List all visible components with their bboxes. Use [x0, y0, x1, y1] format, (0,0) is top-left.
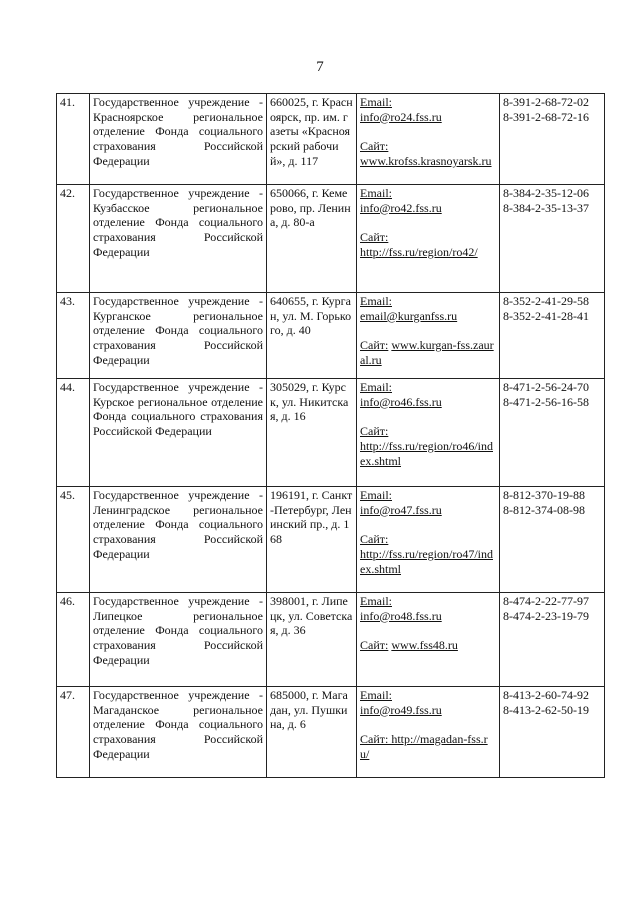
site-label: Сайт:: [360, 638, 389, 653]
postal-address: 398001, г. Липецк, ул. Советская, д. 36: [267, 593, 357, 687]
table-row: [57, 185, 605, 293]
phone-number: 8-391-2-68-72-16: [503, 109, 589, 124]
table-row: [57, 487, 605, 593]
email-link[interactable]: info@ro49.fss.ru: [360, 702, 442, 717]
regional-offices-table: [56, 93, 605, 778]
phone-number: 8-474-2-23-19-79: [503, 608, 589, 623]
contacts-cell: [357, 185, 500, 293]
email-label: Email:: [360, 594, 392, 608]
row-number: 41.: [57, 94, 90, 185]
email-label: Email:: [360, 488, 392, 502]
phones-cell: [500, 593, 605, 687]
site-link[interactable]: http://fss.ru/region/ro47/index.shtml: [360, 546, 493, 576]
table-row: [57, 94, 605, 185]
phone-number: 8-391-2-68-72-02: [503, 95, 589, 109]
contacts-cell: [357, 94, 500, 185]
organization-name: Государственное учреждение - Кузбасское региональное отделение Фонда социального страхования Российской Федерации: [90, 185, 267, 293]
email-link[interactable]: email@kurganfss.ru: [360, 308, 458, 323]
site-link[interactable]: www.fss48.ru: [391, 638, 458, 653]
site-link[interactable]: http://fss.ru/region/ro46/index.shtml: [360, 438, 493, 468]
phones-cell: [500, 379, 605, 487]
organization-name: Государственное учреждение - Ленинградское региональное отделение Фонда социального страхования Российской Федерации: [90, 487, 267, 593]
postal-address: 685000, г. Магадан, ул. Пушкина, д. 6: [267, 687, 357, 778]
table-row: [57, 293, 605, 379]
row-number: 42.: [57, 185, 90, 293]
site-label: Сайт:: [360, 532, 389, 547]
page-number: 7: [316, 59, 324, 75]
phones-cell: [500, 687, 605, 778]
email-label: Email:: [360, 380, 392, 394]
row-number: 47.: [57, 687, 90, 778]
phone-number: 8-413-2-60-74-92: [503, 688, 589, 702]
phone-number: 8-352-2-41-28-41: [503, 308, 589, 323]
phone-number: 8-413-2-62-50-19: [503, 702, 589, 717]
postal-address: 650066, г. Кемерово, пр. Ленина, д. 80-а: [267, 185, 357, 293]
organization-name: Государственное учреждение - Курганское региональное отделение Фонда социального страхования Российской Федерации: [90, 293, 267, 379]
phone-number: 8-812-370-19-88: [503, 488, 585, 502]
email-label: Email:: [360, 294, 392, 308]
site-link[interactable]: Сайт: http://magadan-fss.ru/: [360, 732, 488, 761]
site-label: Сайт:: [360, 338, 389, 353]
row-number: 46.: [57, 593, 90, 687]
phone-number: 8-352-2-41-29-58: [503, 294, 589, 308]
table-row: [57, 593, 605, 687]
phones-cell: [500, 293, 605, 379]
email-link[interactable]: info@ro48.fss.ru: [360, 608, 442, 623]
email-link[interactable]: info@ro42.fss.ru: [360, 200, 442, 215]
organization-name: Государственное учреждение - Красноярское региональное отделение Фонда социального страхования Российской Федерации: [90, 94, 267, 185]
phone-number: 8-384-2-35-12-06: [503, 186, 589, 200]
site-link[interactable]: http://fss.ru/region/ro42/: [360, 244, 478, 259]
phone-number: 8-471-2-56-24-70: [503, 380, 589, 394]
contacts-cell: [357, 593, 500, 687]
email-label: Email:: [360, 186, 392, 200]
phones-cell: [500, 185, 605, 293]
site-label: Сайт:: [360, 139, 389, 154]
row-number: 43.: [57, 293, 90, 379]
contacts-cell: [357, 379, 500, 487]
contacts-cell: [357, 687, 500, 778]
email-link[interactable]: info@ro46.fss.ru: [360, 394, 442, 409]
site-link[interactable]: www.kurgan-fss.zaural.ru: [360, 338, 494, 367]
site-label: Сайт:: [360, 230, 389, 245]
organization-name: Государственное учреждение - Липецкое региональное отделение Фонда социального страхования Российской Федерации: [90, 593, 267, 687]
phone-number: 8-471-2-56-16-58: [503, 394, 589, 409]
postal-address: 196191, г. Санкт-Петербург, Ленинский пр., д. 168: [267, 487, 357, 593]
phone-number: 8-812-374-08-98: [503, 502, 585, 517]
site-label: Сайт:: [360, 424, 389, 439]
row-number: 45.: [57, 487, 90, 593]
phone-number: 8-474-2-22-77-97: [503, 594, 589, 608]
email-link[interactable]: info@ro24.fss.ru: [360, 109, 442, 124]
contacts-cell: [357, 293, 500, 379]
phone-number: 8-384-2-35-13-37: [503, 200, 589, 215]
site-link[interactable]: www.krofss.krasnoyarsk.ru: [360, 153, 492, 168]
table-row: [57, 687, 605, 778]
email-label: Email:: [360, 688, 392, 702]
contacts-cell: [357, 487, 500, 593]
row-number: 44.: [57, 379, 90, 487]
organization-name: Государственное учреждение - Магаданское региональное отделение Фонда социального страхования Российской Федерации: [90, 687, 267, 778]
postal-address: 640655, г. Курган, ул. М. Горького, д. 40: [267, 293, 357, 379]
email-link[interactable]: info@ro47.fss.ru: [360, 502, 442, 517]
email-label: Email:: [360, 95, 392, 109]
phones-cell: [500, 487, 605, 593]
table-row: [57, 379, 605, 487]
organization-name: Государственное учреждение - Курское региональное отделение Фонда социального страхования Российской Федерации: [90, 379, 267, 487]
postal-address: 305029, г. Курск, ул. Никитская, д. 16: [267, 379, 357, 487]
phones-cell: [500, 94, 605, 185]
postal-address: 660025, г. Красноярск, пр. им. газеты «Красноярский рабочий», д. 117: [267, 94, 357, 185]
